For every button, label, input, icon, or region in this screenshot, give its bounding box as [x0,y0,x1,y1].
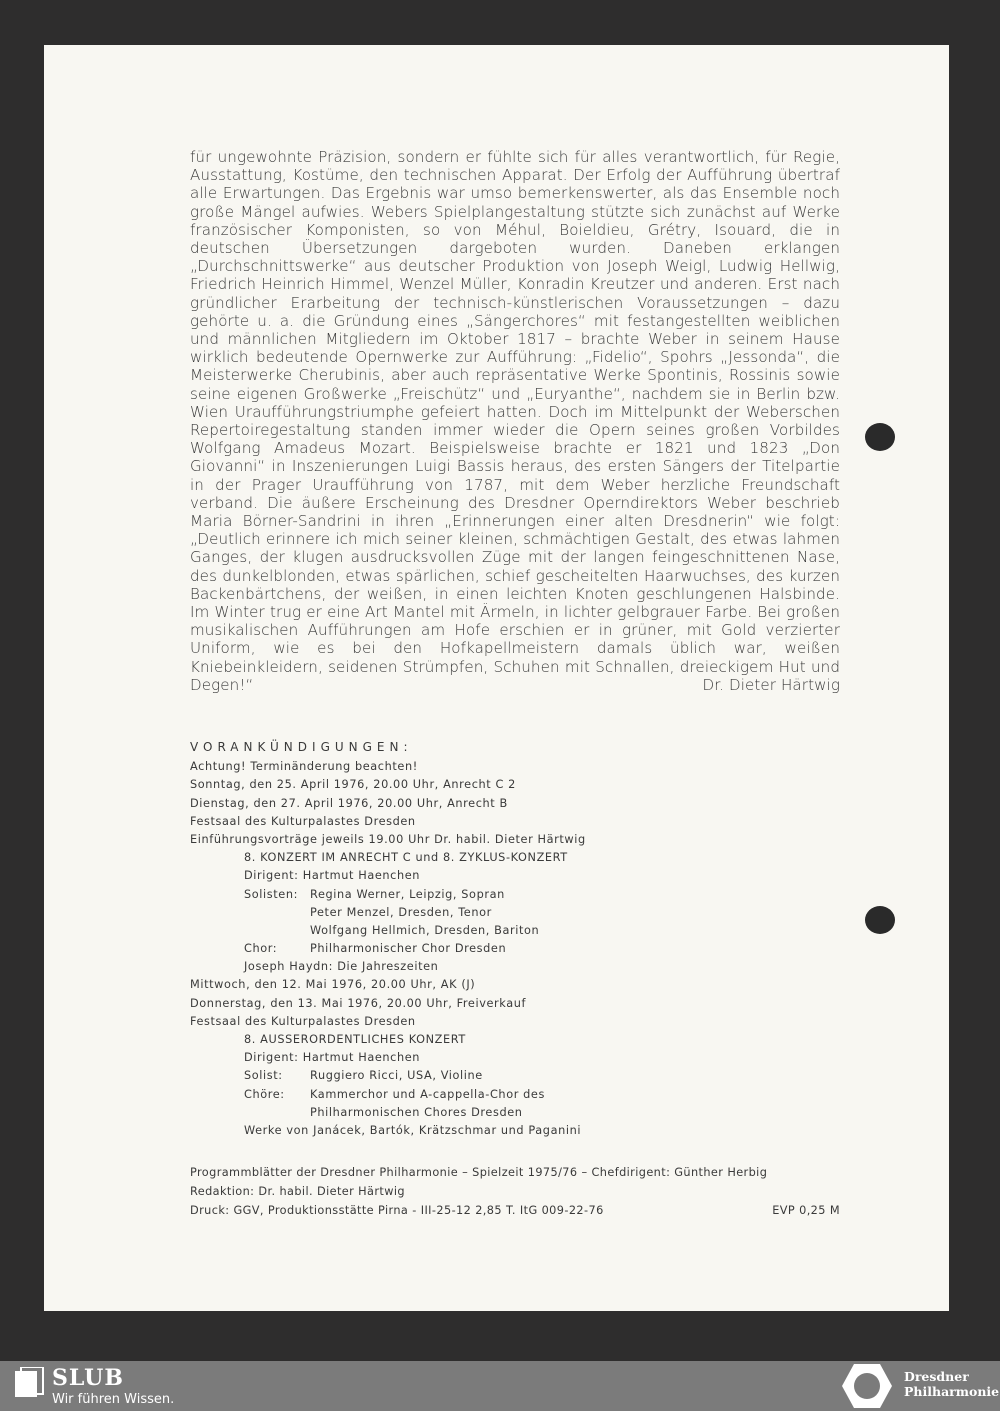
concert1-conductor [190,867,850,885]
imprint-line2: Redaktion: Dr. habil. Dieter Härtwig [190,1185,406,1198]
philharmonie-sun-icon [842,1363,892,1409]
choirs-label: Chöre: [244,1087,285,1101]
conductor-name: Hartmut Haenchen [302,1051,421,1065]
footer-bar [0,1361,1000,1411]
announcements-heading: VORANKÜNDIGUNGEN: [190,740,413,754]
notice: Achtung! Terminänderung beachten! [190,760,418,774]
concert1-choir [190,940,850,958]
concert2-choirs [190,1086,850,1104]
concert1-soloist: Wolfgang Hellmich, Dresden, Bariton [310,923,540,937]
concert2-title: 8. AUSSERORDENTLICHES KONZERT [244,1033,466,1046]
article-author: Dr. Dieter Härtwig [702,675,840,694]
concert2-date2: Donnerstag, den 13. Mai 1976, 20.00 Uhr, Freiverkauf [190,996,527,1010]
concert1-title: 8. KONZERT IM ANRECHT C und 8. ZYKLUS-KONZERT [244,851,568,865]
concert2-program: Werke von Janácek, Bartók, Krätzschmar und Paganini [244,1123,582,1137]
concert1-soloist [190,886,850,904]
imprint [190,1163,840,1220]
concert1-date2: Dienstag, den 27. April 1976, 20.00 Uhr, Anrecht B [190,796,508,810]
imprint-line1: Programmblätter der Dresdner Philharmonie – Spielzeit 1975/76 – Chefdirigent: Günther Herbig [190,1166,768,1179]
soloists-label: Solisten: [244,887,298,901]
soloist-label: Solist: [244,1069,283,1083]
punch-hole [865,423,895,451]
soloist-name: Ruggiero Ricci, USA, Violine [310,1069,483,1083]
philharmonie-logo-text[interactable] [904,1369,999,1399]
imprint-line3 [190,1201,840,1220]
concert2-date1: Mittwoch, den 12. Mai 1976, 20.00 Uhr, AK (J) [190,978,476,992]
conductor-label: Dirigent: [244,869,299,883]
concert2-conductor [190,1049,850,1067]
article-body [190,148,840,694]
concert1-lecture: Einführungsvorträge jeweils 19.00 Uhr Dr. habil. Dieter Härtwig [190,832,586,846]
concert2-venue: Festsaal des Kulturpalastes Dresden [190,1014,416,1028]
concert1-program: Joseph Haydn: Die Jahreszeiten [244,960,439,974]
punch-hole [865,906,895,934]
concert1-soloist: Peter Menzel, Dresden, Tenor [310,905,492,919]
slub-tagline: Wir führen Wissen. [52,1392,175,1407]
print-info: Druck: GGV, Produktionsstätte Pirna - III-25-12 2,85 T. ItG 009-22-76 [190,1204,604,1217]
slub-book-icon [13,1367,45,1397]
slub-logo-text[interactable]: SLUB [52,1365,124,1391]
concert1-date1: Sonntag, den 25. April 1976, 20.00 Uhr, Anrecht C 2 [190,778,516,792]
philharmonie-line1: Dresdner [904,1369,969,1384]
concert2-choirs: Philharmonischen Chores Dresden [310,1105,523,1119]
soloist-name: Regina Werner, Leipzig, Sopran [310,887,505,901]
philharmonie-line2: Philharmonie [904,1384,1000,1399]
price: EVP 0,25 M [772,1204,840,1217]
article-paragraph [190,148,840,694]
concert2-soloist [190,1067,850,1085]
concert1-venue: Festsaal des Kulturpalastes Dresden [190,814,416,828]
article-text: für ungewohnte Präzision, sondern er fühlte sich für alles verantwortlich, für Regie, Ausstattung, Kostüme, den technischen Apparat. Der Erfolg der Aufführung übertraf alle Erwartungen. Das Ergebnis war umso bemerkenswerter, als das Ensemble noch große Mängel aufwies. Webers Spielplangestaltung stützte sich zunächst auf Werke französischer Komponisten, so von Méhul, Boieldieu, Grétry, Isouard, die in deutschen Übersetzungen dargeboten wurden. Daneben erklangen „Durchschnittswerke“ aus deutscher Produktion von Joseph Weigl, Ludwig Hellwig, Friedrich Heinrich Himmel, Wenzel Müller, Konradin Kreutzer und anderen. Erst nach gründlicher Erarbeitung der technisch-künstlerischen Voraussetzungen – dazu gehörte u. a. die Gründung eines „Sängerchores“ mit festangestellten weiblichen und männlichen Mitgliedern im Oktober 1817 – brachte Weber in seinem Hause wirklich bedeutende Opernwerke zur Aufführung: „Fidelio“, Spohrs „Jessonda“, die Meisterwerke Cherubinis, aber auch repräsentative Werke Spontinis, Rossinis sowie seine eigenen Großwerke „Freischütz“ und „Euryanthe“, nachdem sie in Berlin bzw. Wien Uraufführungstriumphe gefeiert hatten. Doch im Mittelpunkt der Weberschen Repertoiregestaltung standen immer wieder die Opern seines großen Vorbildes Wolfgang Amadeus Mozart. Beispielsweise brachte er 1821 und 1823 „Don Giovanni“ in Inszenierungen Luigi Bassis heraus, des ersten Sängers der Titelpartie in der Prager Uraufführung von 1787, mit dem Weber herzliche Freundschaft verband. Die äußere Erscheinung des Dresdner Operndirektors Weber beschrieb Maria Börner-Sandrini in ihren „Erinnerungen einer alten Dresdnerin“ wie folgt: „Deutlich erinnere ich mich seiner kleinen, schmächtigen Gestalt, des etwas lahmen Ganges, der klugen ausdrucksvollen Züge mit der langen feingeschnittenen Nase, des dunkelblonden, etwas spärlichen, schief gescheitelten Haarwuchses, des kurzen Backenbärtchens, der weißen, in einen leichten Knoten geschlungenen Halsbinde. Im Winter trug er eine Art Mantel mit Ärmeln, in lichter gelbgrauer Farbe. Bei großen musikalischen Aufführungen am Hofe erschien er in grüner, mit Gold verzierter Uniform, wie es bei den Hofkapellmeistern damals üblich war, weißen Kniebeinkleidern, seidenen Strümpfen, Schuhen mit Schnallen, dreieckigem Hut und Degen!“ [190,148,840,694]
announcements [190,738,850,1140]
choir-label: Chor: [244,942,278,956]
choirs-name: Kammerchor und A-cappella-Chor des [310,1087,545,1101]
conductor-name: Hartmut Haenchen [302,869,421,883]
choir-name: Philharmonischer Chor Dresden [310,942,507,956]
conductor-label: Dirigent: [244,1051,299,1065]
